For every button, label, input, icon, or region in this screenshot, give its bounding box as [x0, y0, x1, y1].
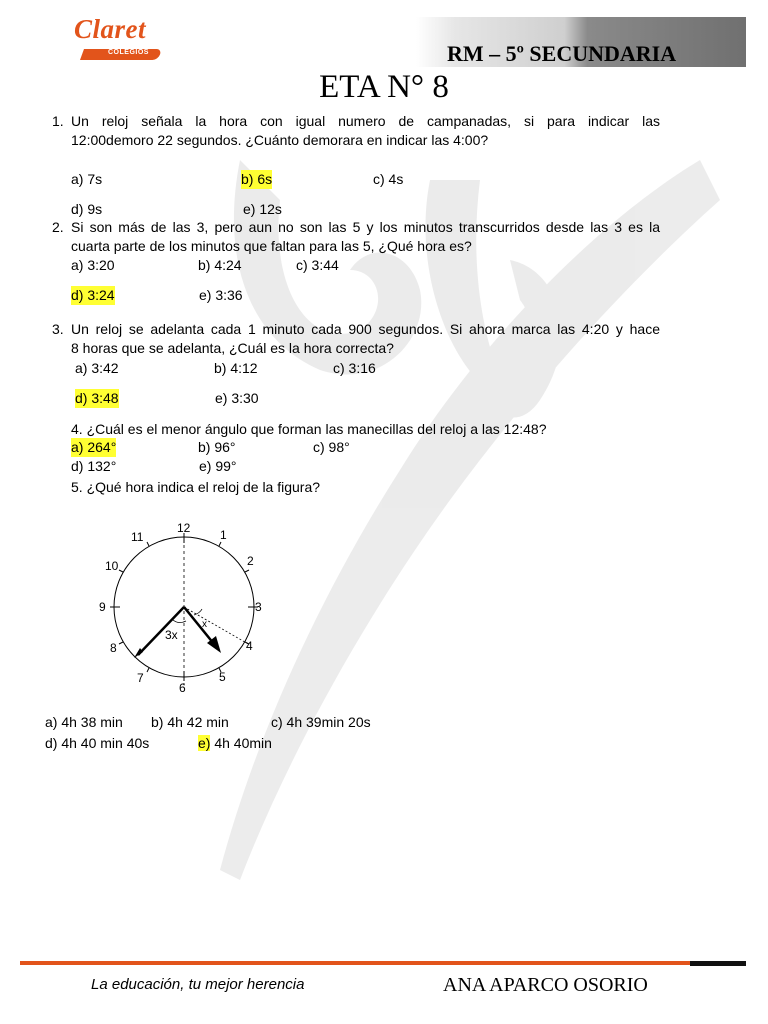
clock-number-5: 5: [219, 670, 226, 684]
subject-title: RM – 5º SECUNDARIA: [447, 41, 677, 66]
q2-line1: Si son más de las 3, pero aun no son las 5 y los minutos transcurridos desde las 3 es la: [71, 219, 660, 235]
q5-text: 5. ¿Qué hora indica el reloj de la figura?: [71, 479, 321, 495]
angle-arc-x: [194, 609, 202, 615]
q2-option-b: b) 4:24: [198, 257, 242, 273]
q1-line2: 12:00demoro 22 segundos. ¿Cuánto demorara en indicar las 4:00?: [71, 132, 489, 148]
q5-option-d: d) 4h 40 min 40s: [45, 735, 150, 751]
clock-number-1: 1: [220, 528, 227, 542]
q1-number: 1.: [52, 113, 64, 129]
logo-claret: Claret: [74, 14, 147, 44]
angle-label-x: x: [202, 619, 207, 630]
clock-number-3: 3: [255, 600, 262, 614]
hour4-dotted-line: [184, 607, 250, 645]
q2-number: 2.: [52, 219, 64, 235]
q2-option-a: a) 3:20: [71, 257, 115, 273]
q1-option-e: e) 12s: [243, 201, 282, 217]
angle-label-3x: 3x: [165, 628, 178, 642]
q5-option-e-letter: e): [198, 735, 211, 751]
q2-option-d: d) 3:24: [71, 287, 115, 303]
clock-figure: [90, 515, 280, 695]
q3-line2: 8 horas que se adelanta, ¿Cuál es la hora correcta?: [71, 340, 394, 356]
clock-number-8: 8: [110, 641, 117, 655]
q3-option-c: c) 3:16: [333, 360, 376, 376]
q5-option-e: [198, 734, 272, 753]
footer-line: [20, 961, 746, 965]
q3-option-d: d) 3:48: [75, 390, 119, 406]
q1-option-d: d) 9s: [71, 201, 103, 217]
logo-sub: COLEGIOS: [108, 49, 149, 56]
q5-option-b: b) 4h 42 min: [151, 714, 229, 730]
q5-option-e-text: 4h 40min: [210, 735, 272, 751]
q4-option-e: e) 99°: [199, 458, 237, 474]
q4-option-c: c) 98°: [313, 439, 350, 455]
q2-line2: cuarta parte de los minutos que faltan para las 5, ¿Qué hora es?: [71, 238, 472, 254]
footer-slogan: La educación, tu mejor herencia: [91, 976, 305, 993]
q4-option-d: d) 132°: [71, 458, 117, 474]
q1-option-c: c) 4s: [373, 171, 404, 187]
footer-author: ANA APARCO OSORIO: [443, 974, 648, 996]
clock-number-11: 11: [131, 530, 144, 544]
q3-number: 3.: [52, 321, 64, 337]
q3-option-a: a) 3:42: [75, 360, 119, 376]
clock-number-4: 4: [246, 639, 253, 653]
q3-option-e: e) 3:30: [215, 390, 259, 406]
q4-option-a: a) 264°: [71, 439, 117, 455]
q2-option-e: e) 3:36: [199, 287, 243, 303]
q4-option-b: b) 96°: [198, 439, 236, 455]
clock-number-6: 6: [179, 681, 186, 695]
q1-option-b: b) 6s: [241, 171, 273, 187]
q4-text: 4. ¿Cuál es el menor ángulo que forman las manecillas del reloj a las 12:48?: [71, 421, 547, 437]
q1-option-a: a) 7s: [71, 171, 103, 187]
q5-option-c: c) 4h 39min 20s: [271, 714, 371, 730]
q3-line1: Un reloj se adelanta cada 1 minuto cada 900 segundos. Si ahora marca las 4:20 y hace: [71, 321, 660, 337]
clock-number-2: 2: [247, 554, 254, 568]
clock-number-10: 10: [105, 559, 119, 573]
clock-number-9: 9: [99, 600, 106, 614]
q5-option-a: a) 4h 38 min: [45, 714, 123, 730]
q1-line1: Un reloj señala la hora con igual numero de campanadas, si para indicar las: [71, 113, 660, 129]
q2-option-c: c) 3:44: [296, 257, 339, 273]
footer-accent: [690, 961, 746, 966]
page-title: ETA N° 8: [319, 69, 449, 105]
clock-number-7: 7: [137, 671, 144, 685]
clock-number-12: 12: [177, 521, 191, 535]
q3-option-b: b) 4:12: [214, 360, 258, 376]
